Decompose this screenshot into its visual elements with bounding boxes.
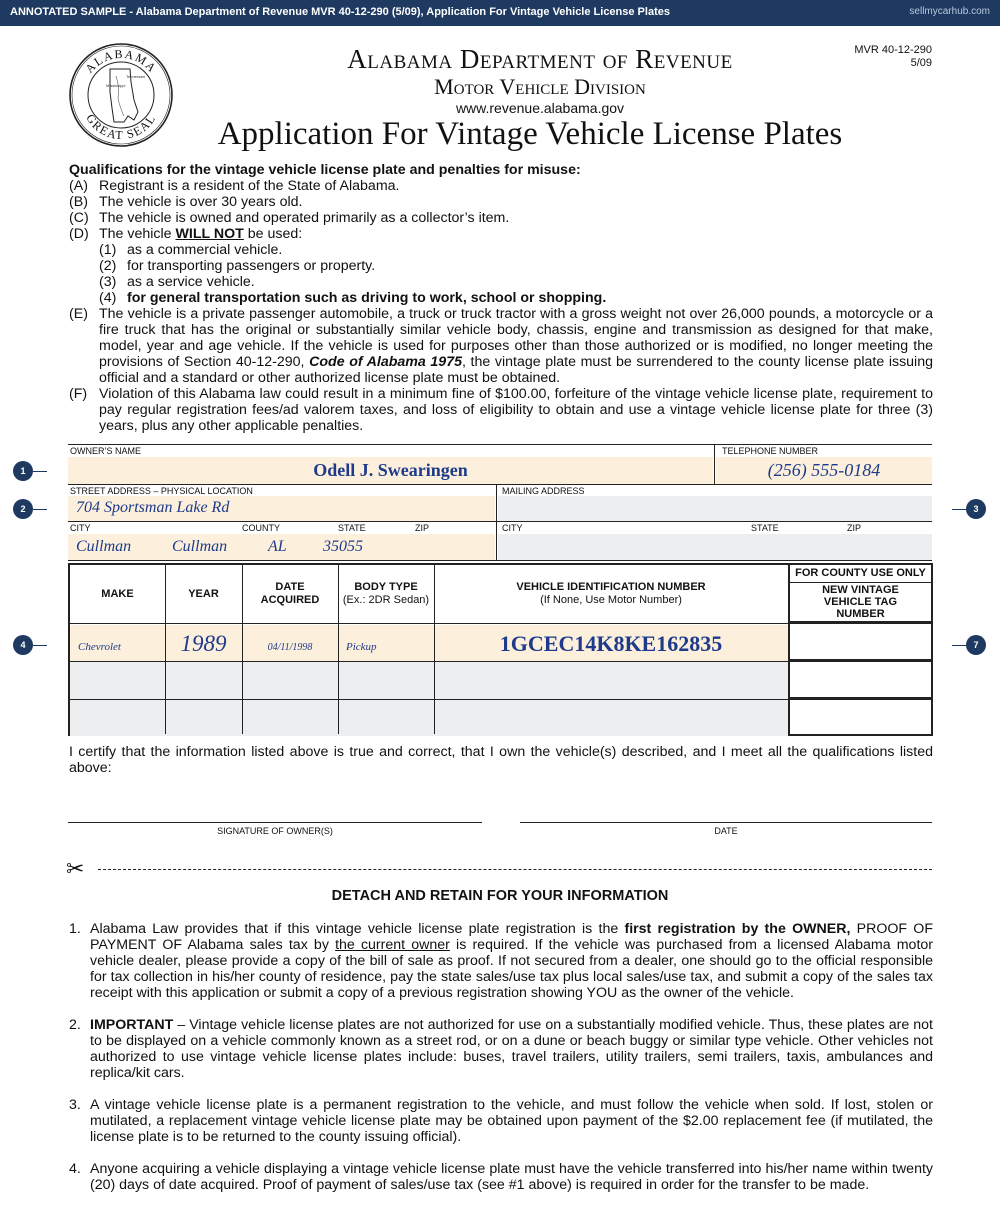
vehicle-make-value: Chevrolet xyxy=(78,641,121,653)
owner-name-label: OWNER’S NAME xyxy=(70,446,142,456)
website: www.revenue.alabama.gov xyxy=(455,100,625,116)
owner-name-value: Odell J. Swearingen xyxy=(313,460,468,480)
mailing-city-state-zip-field[interactable] xyxy=(498,534,932,560)
zip-value: 35055 xyxy=(323,538,363,555)
division-name: Motor Vehicle Division xyxy=(434,74,646,99)
note-3: 3. A vintage vehicle license plate is a permanent registration to the vehicle, and must follow the vehicle when sold. If lost, stolen or mutilated, a replacement vintage vehicle license plate may be obtained upon payment of the $2.00 replacement fee (if mutilated, the license plate is to be returned to the county issuing official). xyxy=(69,1097,933,1145)
marker-leader xyxy=(33,509,47,510)
annotation-marker: 4 xyxy=(13,635,33,655)
divider xyxy=(68,521,932,522)
annotation-marker: 2 xyxy=(13,499,33,519)
svg-text:ALABAMA: ALABAMA xyxy=(82,46,160,76)
banner-site-link[interactable]: sellmycarhub.com xyxy=(909,6,990,17)
mailing-address-label: MAILING ADDRESS xyxy=(502,486,585,496)
qualification-c: (C) The vehicle is owned and operated primarily as a collector’s item. xyxy=(69,210,510,226)
detach-heading: DETACH AND RETAIN FOR YOUR INFORMATION xyxy=(331,888,669,904)
form-number-code: MVR 40-12-290 xyxy=(854,44,932,56)
qualification-d: (D) The vehicle WILL NOT be used: xyxy=(69,226,303,242)
county-use-header: FOR COUNTY USE ONLY xyxy=(790,564,931,583)
qualification-d2: (2) for transporting passengers or property. xyxy=(99,258,376,274)
marker-leader xyxy=(952,645,966,646)
city-value: Cullman xyxy=(76,538,132,555)
cut-line xyxy=(98,869,932,870)
scissors-icon: ✂ xyxy=(66,856,85,881)
divider xyxy=(68,560,932,561)
qualifications-section xyxy=(69,162,933,434)
street-address-label: STREET ADDRESS – PHYSICAL LOCATION xyxy=(70,486,253,496)
annotation-marker: 3 xyxy=(966,499,986,519)
department-name: Alabama Department of Revenue xyxy=(347,44,733,74)
state-label: STATE xyxy=(338,523,366,533)
tag-number-header: NEW VINTAGE VEHICLE TAG NUMBER xyxy=(822,584,899,620)
county-use-box xyxy=(788,564,933,736)
banner-title: ANNOTATED SAMPLE - Alabama Department of Revenue MVR 40-12-290 (5/09), Application For Vintage Vehicle License Plates xyxy=(10,6,670,18)
zip-label: ZIP xyxy=(415,523,430,533)
date-line[interactable] xyxy=(520,822,932,823)
tag-number-field-1[interactable] xyxy=(790,623,931,659)
qualification-d1: (1) as a commercial vehicle. xyxy=(99,242,283,258)
vehicle-row-3[interactable] xyxy=(70,700,788,736)
divider xyxy=(68,484,932,485)
svg-text:Mississippi: Mississippi xyxy=(106,83,126,88)
telephone-label: TELEPHONE NUMBER xyxy=(722,446,819,456)
mailing-address-field[interactable] xyxy=(498,496,932,521)
city-label: CITY xyxy=(70,523,91,533)
qualification-d3: (3) as a service vehicle. xyxy=(99,274,255,290)
vin-header: VEHICLE IDENTIFICATION NUMBER (If None, Use Motor Number) xyxy=(516,581,706,606)
annotation-marker: 7 xyxy=(966,635,986,655)
mailing-zip-label: ZIP xyxy=(847,523,862,533)
year-header: YEAR xyxy=(188,587,219,600)
make-header: MAKE xyxy=(101,587,134,600)
body-type-value: Pickup xyxy=(346,641,377,653)
signature-label: SIGNATURE OF OWNER(S) xyxy=(217,826,333,836)
body-type-header: BODY TYPE (Ex.: 2DR Sedan) xyxy=(342,581,430,606)
marker-leader xyxy=(952,509,966,510)
qualification-f: (F) Violation of this Alabama law could result in a minimum fine of $100.00, forfeiture of the vintage vehicle license plate, requirement to pay regular registration fees/ad valorem taxes, and loss of eligibility to obtain and use a vintage vehicle license plate for three (3) years, plus any other applicable penalties. xyxy=(69,386,933,434)
note-2: 2. IMPORTANT – Vintage vehicle license plates are not authorized for use on a substantially modified vehicle. Thus, these plates are not to be displayed on a vehicle commonly known as a street rod, or on a dune or beach buggy or similar type vehicle. Other vehicles not authorized to use vintage vehicle license plates include: buses, travel trailers, utility trailers, semi trailers, taxis, ambulances and replica/kit cars. xyxy=(69,1017,933,1081)
vehicle-row-2[interactable] xyxy=(70,662,788,699)
annotation-marker: 1 xyxy=(13,461,33,481)
date-acquired-header: DATE ACQUIRED xyxy=(260,581,320,606)
note-1: 1. Alabama Law provides that if this vintage vehicle license plate registration is the first registration by the OWNER, PROOF OF PAYMENT OF Alabama sales tax by the current owner is required. If the vehicle was purchased from a licensed Alabama motor vehicle dealer, please provide a copy of the bill of sale as proof. If not secured from a dealer, one should go to the official responsible for tax collection in his/her county of residence, pay the state sales/use tax plus local sales/use tax, and submit a copy of the sales tax receipt with this application or submit a copy of a previous registration showing YOU as the owner of the vehicle. xyxy=(69,921,934,1001)
state-value: AL xyxy=(268,538,287,555)
county-label: COUNTY xyxy=(242,523,280,533)
date-acquired-value: 04/11/1998 xyxy=(267,642,313,653)
vin-value: 1GCEC14K8KE162835 xyxy=(499,631,723,656)
divider xyxy=(790,697,931,699)
form-number xyxy=(854,44,932,70)
marker-leader xyxy=(33,645,47,646)
top-banner xyxy=(0,0,1000,26)
qualification-a: (A) Registrant is a resident of the State of Alabama. xyxy=(69,178,400,194)
divider xyxy=(714,444,715,484)
qualification-b: (B) The vehicle is over 30 years old. xyxy=(69,194,303,210)
form-title: Application For Vintage Vehicle License Plates xyxy=(217,116,843,152)
svg-text:GREAT SEAL: GREAT SEAL xyxy=(83,111,159,143)
qualification-e: (E) The vehicle is a private passenger automobile, a truck or truck tractor with a gross weight not over 26,000 pounds, a motorcycle or a fire truck that has the original or substantially similar vehicle body, chassis, engine and transmission as designed for that make, model, year and age vehicle. If the vehicle is used for purposes other than those authorized or is modified, no longer meeting the provisions of Section 40-12-290, Code of Alabama 1975, the vintage plate must be surrendered to the county license plate issuing official and a standard or other authorized license plate must be obtained. xyxy=(69,306,933,386)
county-value: Cullman xyxy=(172,538,228,555)
divider xyxy=(790,659,931,661)
divider xyxy=(68,444,932,445)
notes-list xyxy=(69,921,933,1209)
form-revision-date: 5/09 xyxy=(910,57,932,69)
mailing-state-label: STATE xyxy=(751,523,779,533)
certification-text: I certify that the information listed above is true and correct, that I own the vehicle(s) described, and I meet all the qualifications listed above: xyxy=(69,744,933,776)
svg-text:Tennessee: Tennessee xyxy=(126,74,146,79)
telephone-value: (256) 555-0184 xyxy=(767,460,881,480)
vehicle-year-value: 1989 xyxy=(180,631,227,656)
signature-line[interactable] xyxy=(68,822,482,823)
mailing-city-label: CITY xyxy=(502,523,523,533)
note-4: 4. Anyone acquiring a vehicle displaying a vintage vehicle license plate must have the vehicle transferred into his/her name within twenty (20) days of date acquired. Proof of payment of sales/use tax (see #1 above) is required in order for the transfer to be made. xyxy=(69,1161,933,1193)
qualifications-heading: Qualifications for the vintage vehicle license plate and penalties for misuse: xyxy=(69,162,581,178)
qualification-d4: (4) for general transportation such as driving to work, school or shopping. xyxy=(99,290,607,306)
street-address-value: 704 Sportsman Lake Rd xyxy=(76,499,230,516)
divider xyxy=(496,484,497,560)
marker-leader xyxy=(33,471,47,472)
date-label: DATE xyxy=(714,826,738,836)
